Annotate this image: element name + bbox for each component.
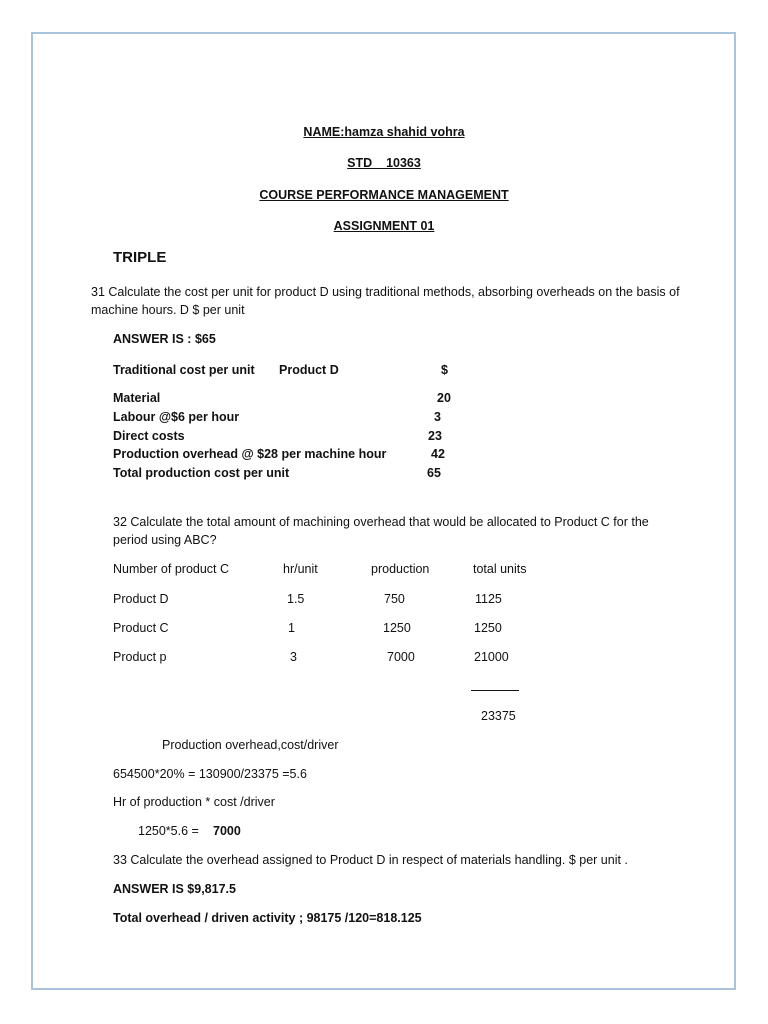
q33-calc: Total overhead / driven activity ; 98175 /120=818.125: [113, 911, 422, 925]
sum-underline: [471, 690, 519, 691]
q32-row-production: 750: [384, 592, 405, 606]
q31-answer: ANSWER IS : $65: [113, 332, 216, 346]
student-id: STD 10363: [347, 156, 421, 170]
q32-header-total: total units: [473, 562, 527, 576]
q32-calc2-result: 7000: [213, 824, 241, 838]
q32-header-hr: hr/unit: [283, 562, 318, 576]
student-name: NAME:hamza shahid vohra: [303, 125, 465, 139]
q31-header-currency: $: [441, 363, 448, 377]
q32-row-name: Product D: [113, 592, 169, 606]
q32-header-production: production: [371, 562, 430, 576]
q32-header-product: Number of product C: [113, 562, 230, 576]
q31-row-label: Material: [113, 391, 161, 405]
q31-row-label: Production overhead @ $28 per machine hour: [113, 447, 387, 461]
q32-calc2-prefix: 1250*5.6 =: [138, 824, 199, 838]
q33-answer: ANSWER IS $9,817.5: [113, 882, 236, 896]
assignment-title: ASSIGNMENT 01: [333, 219, 435, 233]
q32-row-production: 7000: [387, 650, 415, 664]
q32-calc1: 654500*20% = 130900/23375 =5.6: [113, 767, 307, 781]
q32-row-production: 1250: [383, 621, 411, 635]
q32-row-total: 21000: [474, 650, 509, 664]
q33-question: 33 Calculate the overhead assigned to Product D in respect of materials handling. $ per unit .: [113, 853, 628, 867]
q31-row-label: Direct costs: [113, 429, 185, 443]
q32-total: 23375: [481, 709, 516, 723]
q32-row-hr: 1: [288, 621, 295, 635]
q32-calc-label: Hr of production * cost /driver: [113, 795, 275, 809]
q31-row-value: 42: [431, 447, 445, 461]
q32-question: 32 Calculate the total amount of machining overhead that would be allocated to Product C for the period using ABC?: [113, 515, 649, 547]
q32-row-total: 1125: [475, 592, 502, 606]
q31-question: 31 Calculate the cost per unit for product D using traditional methods, absorbing overheads on the basis of machine hours. D $ per unit: [91, 285, 680, 317]
q32-row-hr: 1.5: [287, 592, 305, 606]
q32-row-total: 1250: [474, 621, 502, 635]
q31-row-value: 3: [434, 410, 441, 424]
q31-row-label: Total production cost per unit: [113, 466, 290, 480]
page-border: [31, 32, 736, 990]
q32-overhead-label: Production overhead,cost/driver: [162, 738, 339, 752]
q32-row-hr: 3: [290, 650, 297, 664]
section-title: TRIPLE: [113, 249, 167, 266]
q31-header-label: Traditional cost per unit: [113, 363, 255, 377]
course-title: COURSE PERFORMANCE MANAGEMENT: [259, 188, 509, 202]
q31-row-label: Labour @$6 per hour: [113, 410, 240, 424]
q31-row-value: 23: [428, 429, 442, 443]
q32-row-name: Product p: [113, 650, 167, 664]
q31-row-value: 20: [437, 391, 451, 405]
q32-row-name: Product C: [113, 621, 169, 635]
q31-row-value: 65: [427, 466, 441, 480]
q31-header-product: Product D: [279, 363, 339, 377]
